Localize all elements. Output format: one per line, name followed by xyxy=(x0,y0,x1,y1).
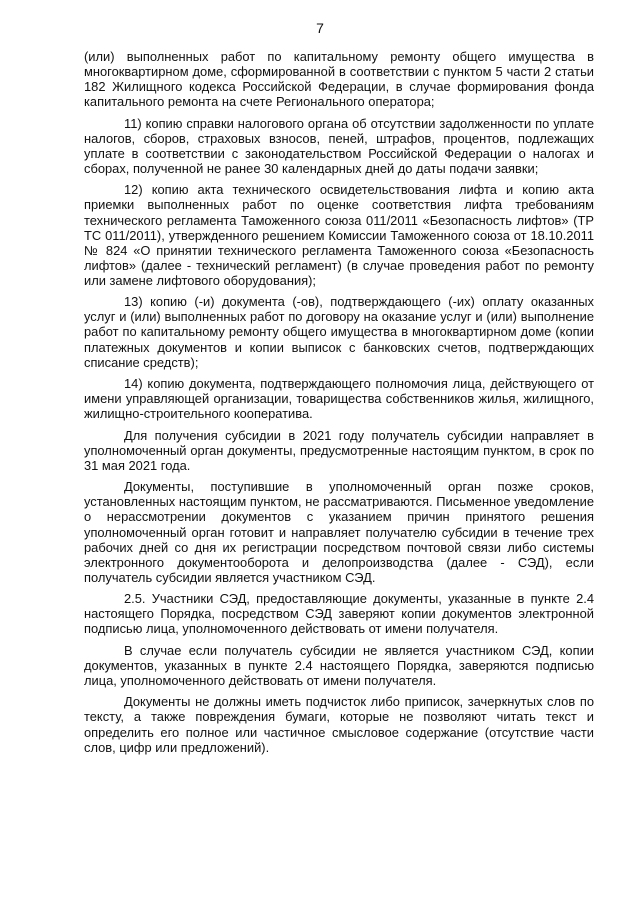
paragraph-item-14: 14) копию документа, подтверждающего полномочия лица, действующего от имени управляющей организации, товарищества собственников жилья, жилищного, жилищно-строительного кооператива. xyxy=(84,376,594,422)
paragraph-continuation: (или) выполненных работ по капитальному ремонту общего имущества в многоквартирном доме, сформированной в соответствии с пунктом 5 части 2 статьи 182 Жилищного кодекса Российской Федерации, в случае формирования фонда капитального ремонта на счете Регионального оператора; xyxy=(84,49,594,110)
paragraph-item-13: 13) копию (-и) документа (-ов), подтверждающего (-их) оплату оказанных услуг и (или) выполненных работ по договору на оказание услуг и (или) выполнение работ по капитальному ремонту общего имущества в многоквартирном доме (копии платежных документов и копии выписок с банковских счетов, подтверждающих списание средств); xyxy=(84,294,594,370)
paragraph-late-documents: Документы, поступившие в уполномоченный орган позже сроков, установленных настоящим пунктом, не рассматриваются. Письменное уведомление о нерассмотрении документов с указанием причин принятого решения уполномоченный орган готовит и направляет получателю субсидии в течение трех рабочих дней со дня их регистрации посредством почтовой связи либо системы электронного документооборота и делопроизводства (далее - СЭД), если получатель субсидии является участником СЭД. xyxy=(84,479,594,585)
page-number: 7 xyxy=(316,20,324,36)
paragraph-item-11: 11) копию справки налогового органа об отсутствии задолженности по уплате налогов, сборов, страховых взносов, пеней, штрафов, процентов, подлежащих уплате в соответствии с законодательством Российской Федерации о налогах и сборах, полученной не ранее 30 календарных дней до даты подачи заявки; xyxy=(84,115,594,176)
paragraph-document-requirements: Документы не должны иметь подчисток либо приписок, зачеркнутых слов по тексту, а также повреждения бумаги, которые не позволяют читать текст и определить его полное или частичное смысловое содержание (отсутствие части слов, цифр или предложений). xyxy=(84,694,594,755)
paragraph-deadline-2021: Для получения субсидии в 2021 году получатель субсидии направляет в уполномоченный орган документы, предусмотренные настоящим пунктом, в срок по 31 мая 2021 года. xyxy=(84,427,594,473)
paragraph-non-sed-participant: В случае если получатель субсидии не является участником СЭД, копии документов, указанных в пункте 2.4 настоящего Порядка, заверяются подписью лица, уполномоченного действовать от имени получателя. xyxy=(84,642,594,688)
paragraph-item-12: 12) копию акта технического освидетельствования лифта и копию акта приемки выполненных работ по оценке соответствия лифта требованиям технического регламента Таможенного союза 011/2011 «Безопасность лифтов» (ТР ТС 011/2011), утвержденного решением Комиссии Таможенного союза от 18.10.2011 № 824 «О принятии технического регламента Таможенного союза «Безопасность лифтов» (далее - технический регламент) (в случае проведения работ по ремонту или замене лифтового оборудования); xyxy=(84,182,594,288)
document-body xyxy=(84,49,594,755)
paragraph-section-2-5: 2.5. Участники СЭД, предоставляющие документы, указанные в пункте 2.4 настоящего Порядка, посредством СЭД заверяют копии документов электронной подписью лица, уполномоченного действовать от имени получателя. xyxy=(84,591,594,637)
